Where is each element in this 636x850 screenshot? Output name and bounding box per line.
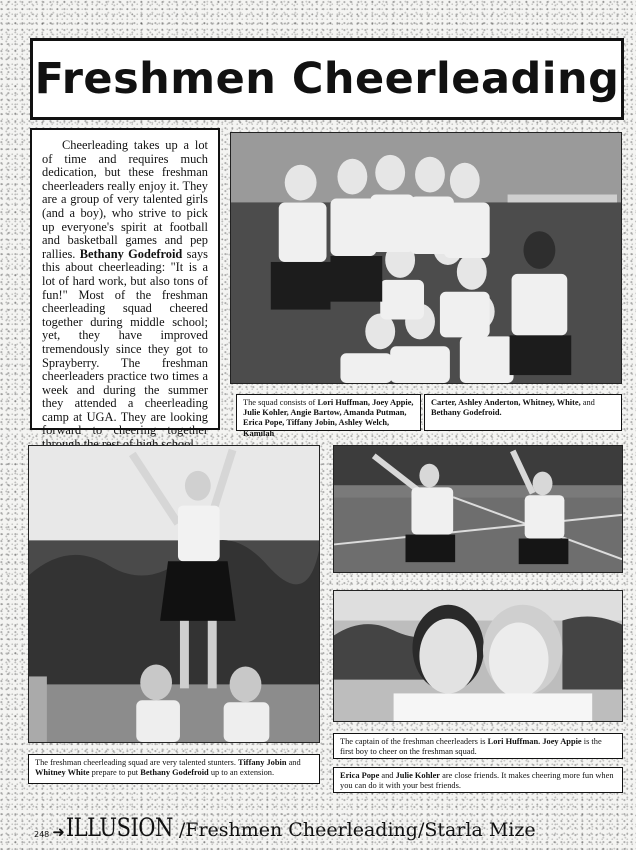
stunt-caption <box>28 754 320 784</box>
page-number: 248 <box>34 830 50 839</box>
intro-name: Bethany Godefroid <box>79 246 183 261</box>
friends-caption-text-1: and <box>379 771 396 780</box>
friends-caption-name-1: Erica Pope <box>340 771 380 780</box>
intro-text-end: says this about cheerleading: "It is a lot of hard work, but also tons of fun!" Most of the freshman cheerleading squad cheered together during middle school; yet, they have improved tremendously since they got to Sprayberry. The freshman cheerleaders practice two times a week and during the summer they attended a cheerleading camp at UGA. They are looking forward to cheering together <box>42 246 208 438</box>
page-title: Freshmen Cheerleading <box>34 54 620 104</box>
stunt-caption-name-2: Whitney White <box>35 768 90 778</box>
friends-caption-text-2: are close friends. It makes cheering more fun when you can do it with your best friends. <box>340 771 614 791</box>
squad-photo <box>230 132 622 384</box>
stunt-photo <box>28 445 320 743</box>
stunt-caption-name-1: Tiffany Jobin <box>238 758 287 767</box>
squad-caption-right-name2: Bethany Godefroid. <box>431 408 502 418</box>
intro-paragraph <box>42 139 208 452</box>
friends-photo <box>333 590 623 722</box>
squad-caption-left-text: The squad consists of <box>243 398 318 407</box>
captain-caption <box>333 733 623 759</box>
intro-text-start: Cheerleading takes up a lot of time and requires much dedication, but these freshman cheerleaders really enjoy it. They are a group of very talented girls (and a boy), who strive to pick up everyone's spirit at football and basketball games and pep rallies. <box>42 138 208 261</box>
squad-caption-right <box>424 394 622 431</box>
illusion-logo-icon: ➜ <box>52 825 65 841</box>
stunt-caption-text-1: The freshman cheerleading squad are very talented stunters. <box>35 758 239 767</box>
friends-caption <box>333 767 623 793</box>
friends-caption-name-2: Julie Kohler <box>395 771 441 780</box>
squad-caption-left-names: Lori Huffman, Joey Appie, Julie Kohler, Angie Bartow, Amanda Putman, Erica Pope, Tiffany Jobin, Ashley Welch, Kamilah <box>243 398 414 438</box>
title-box <box>30 38 624 120</box>
captain-caption-name-2: Joey Appie <box>542 737 582 746</box>
captain-photo <box>333 445 623 573</box>
intro-text-box <box>30 128 220 438</box>
stunt-caption-text-2: and <box>286 758 301 767</box>
squad-caption-left <box>236 394 421 438</box>
captain-caption-name-1: Lori Huffman. <box>487 737 541 746</box>
squad-caption-right-text: and <box>580 398 595 407</box>
stunt-caption-text-4: up to an extension. <box>208 768 275 778</box>
captain-caption-text-3: is the first boy to cheer on the freshman squad. <box>340 737 602 757</box>
squad-caption-right-names: Carter, Ashley Anderton, Whitney, White, <box>431 398 581 407</box>
captain-caption-text-1: The captain of the freshman cheerleaders is <box>340 737 488 746</box>
stunt-caption-name-3: Bethany Godefroid <box>140 768 209 778</box>
illusion-logo: ILLUSION <box>65 813 173 842</box>
footer <box>34 812 536 842</box>
footer-line: /Freshmen Cheerleading/Starla Mize <box>178 819 536 841</box>
stunt-caption-text-3: prepare to put <box>89 768 141 778</box>
